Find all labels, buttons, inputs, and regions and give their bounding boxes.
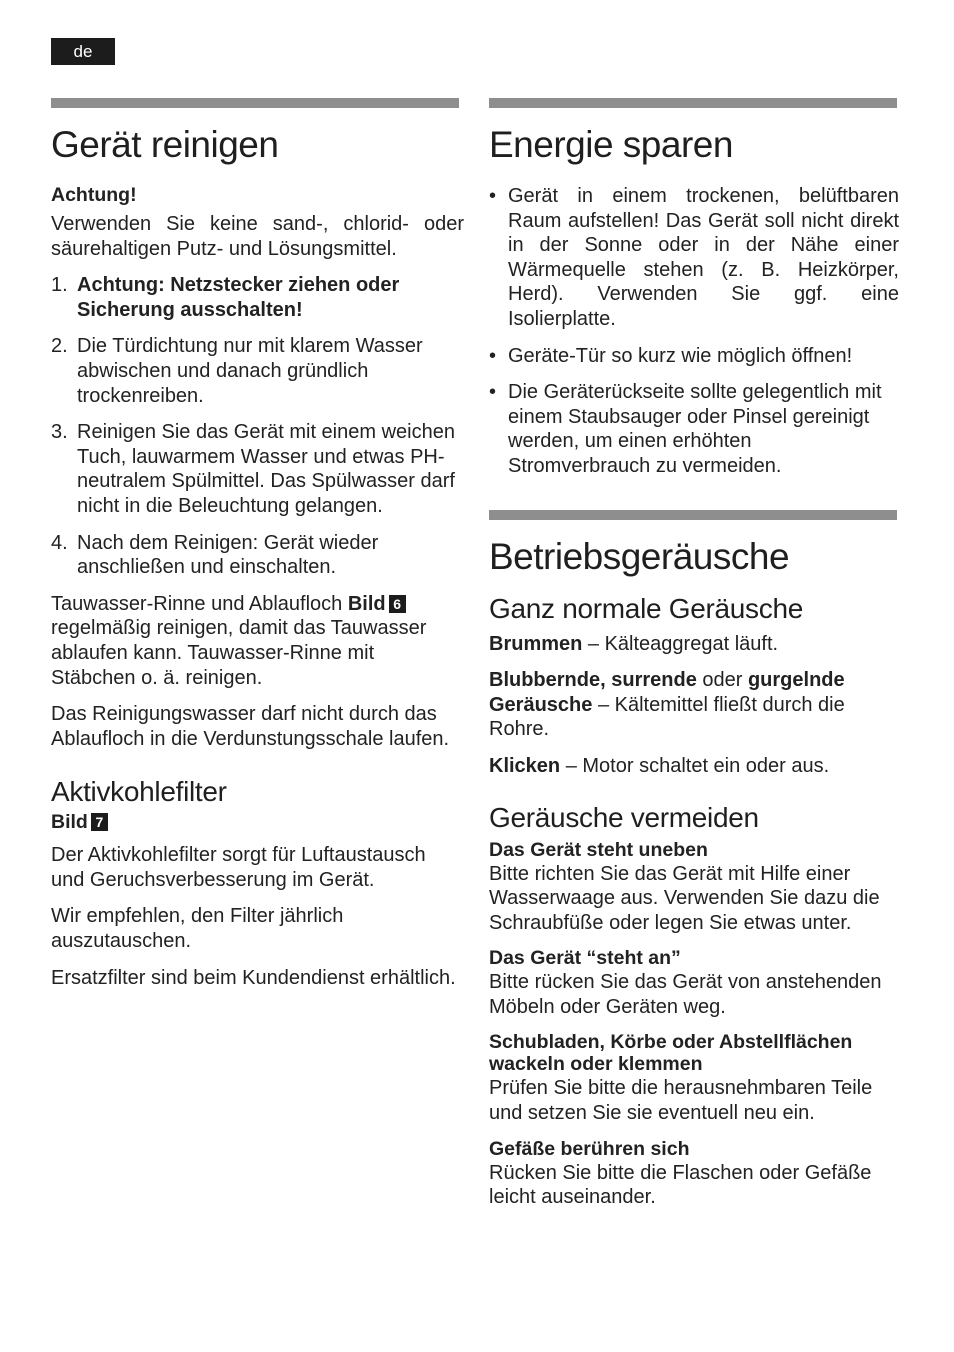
warning-text: Verwenden Sie keine sand-, chlorid- oder säurehaltigen Putz- und Lösungsmittel. (51, 213, 464, 260)
filter-paragraph: Der Aktivkohlefilter sorgt für Luftaustausch und Geruchsverbesserung im Gerät. (51, 844, 426, 891)
section-title-cleaning: Gerät reinigen (51, 124, 279, 165)
figure-ref-label: Bild (51, 811, 88, 834)
subsection-title-avoid: Geräusche vermeiden (489, 801, 759, 833)
step-text: Die Türdichtung nur mit klarem Wasser abwischen und danach gründlich trockenreiben. (77, 335, 423, 407)
section-rule (51, 98, 459, 108)
filter-paragraph: Ersatzfilter sind beim Kundendienst erhältlich. (51, 966, 456, 989)
noise-term: Blubbernde, surrende (489, 669, 697, 692)
step-text: Reinigen Sie das Gerät mit einem weichen Tuch, lauwarmem Wasser und etwas PH-neutralem Spülmittel. Das Spülwasser darf nicht in die Beleuchtung gelangen. (77, 421, 455, 517)
noise-term: gurgelnde Geräusche (489, 669, 845, 716)
section-title-noise: Betriebsgeräusche (489, 535, 790, 577)
bullet-icon: • (489, 185, 497, 207)
cleaning-water-paragraph: Das Reinigungswasser darf nicht durch das Ablaufloch in die Verdunstungsschale laufen. (51, 703, 450, 750)
drain-paragraph (51, 592, 464, 690)
tip-text: Gerät in einem trockenen, belüftbaren Raum aufstellen! Das Gerät soll nicht direkt in der Sonne oder in der Nähe einer Wärmequelle stehen (z. B. Heizkörper, Herd). Verwenden Sie ggf. eine Isolierplatte. (508, 185, 899, 330)
noise-klicken (489, 754, 899, 779)
noise-desc: – Kältemittel fließt durch die Rohre. (489, 693, 845, 741)
drain-text-start: Tauwasser-Rinne und Ablaufloch (51, 592, 343, 615)
figure-number-badge: 6 (389, 595, 406, 613)
noise-term: Klicken (489, 754, 561, 777)
avoid-text: Bitte richten Sie das Gerät mit Hilfe einer Wasserwaage aus. Verwenden Sie dazu die Schraubfüße oder legen Sie etwas unter. (489, 862, 880, 934)
right-column (489, 98, 899, 1222)
filter-figure-ref (51, 811, 464, 833)
list-item (489, 184, 899, 332)
noise-brummen (489, 632, 899, 657)
list-item (51, 334, 464, 408)
section-title-energy: Energie sparen (489, 124, 733, 165)
cleaning-steps (51, 273, 464, 580)
avoid-heading: Das Gerät steht uneben (489, 838, 708, 861)
energy-tips (489, 184, 899, 479)
section-title-filter: Aktivkohlefilter (51, 776, 227, 808)
subsection-title-normal: Ganz normale Geräusche (489, 592, 804, 624)
avoid-text: Rücken Sie bitte die Flaschen oder Gefäße leicht auseinander. (489, 1161, 872, 1209)
language-tag: de (51, 38, 115, 65)
bullet-icon: • (489, 344, 497, 367)
tip-text: Die Geräterückseite sollte gelegentlich mit einem Staubsauger oder Pinsel gereinigt werden, um einen erhöhten Stromverbrauch zu vermeiden. (508, 381, 882, 477)
step-number: 1. (51, 274, 68, 297)
avoid-heading: Schubladen, Körbe oder Abstellflächen wackeln oder klemmen (489, 1031, 853, 1076)
noise-desc: – Motor schaltet ein oder aus. (560, 754, 830, 777)
tip-text: Geräte-Tür so kurz wie möglich öffnen! (508, 344, 853, 367)
avoid-text: Prüfen Sie bitte die herausnehmbaren Teile und setzen Sie sie eventuell neu ein. (489, 1077, 873, 1125)
avoid-heading: Gefäße berühren sich (489, 1137, 690, 1160)
warning-heading: Achtung! (51, 184, 137, 206)
figure-number-badge: 7 (91, 813, 108, 831)
left-column (51, 98, 464, 1002)
list-item (489, 380, 899, 478)
list-item (51, 420, 464, 518)
list-item (51, 273, 464, 322)
noise-term: Brummen (489, 632, 583, 655)
avoid-heading: Das Gerät “steht an” (489, 947, 681, 970)
step-number: 3. (51, 421, 68, 444)
section-rule (489, 510, 897, 520)
step-text: Achtung: Netzstecker ziehen oder Sicherung ausschalten! (77, 274, 400, 321)
avoid-text: Bitte rücken Sie das Gerät von anstehenden Möbeln oder Geräten weg. (489, 971, 882, 1018)
list-item (51, 531, 464, 580)
noise-desc: – Kälteaggregat läuft. (582, 632, 779, 655)
step-number: 2. (51, 335, 68, 358)
bullet-icon: • (489, 381, 497, 404)
list-item (489, 344, 899, 369)
filter-paragraph: Wir empfehlen, den Filter jährlich auszutauschen. (51, 905, 344, 953)
step-text: Nach dem Reinigen: Gerät wieder anschließen und einschalten. (77, 531, 379, 579)
noise-blubbern (489, 668, 899, 742)
figure-ref-label: Bild (347, 592, 386, 615)
section-rule (489, 98, 897, 108)
step-number: 4. (51, 531, 68, 554)
noise-conjunction: oder (696, 669, 748, 692)
drain-text-end: regelmäßig reinigen, damit das Tauwasser ablaufen kann. Tauwasser-Rinne mit Stäbchen o. ä. reinigen. (51, 617, 427, 689)
